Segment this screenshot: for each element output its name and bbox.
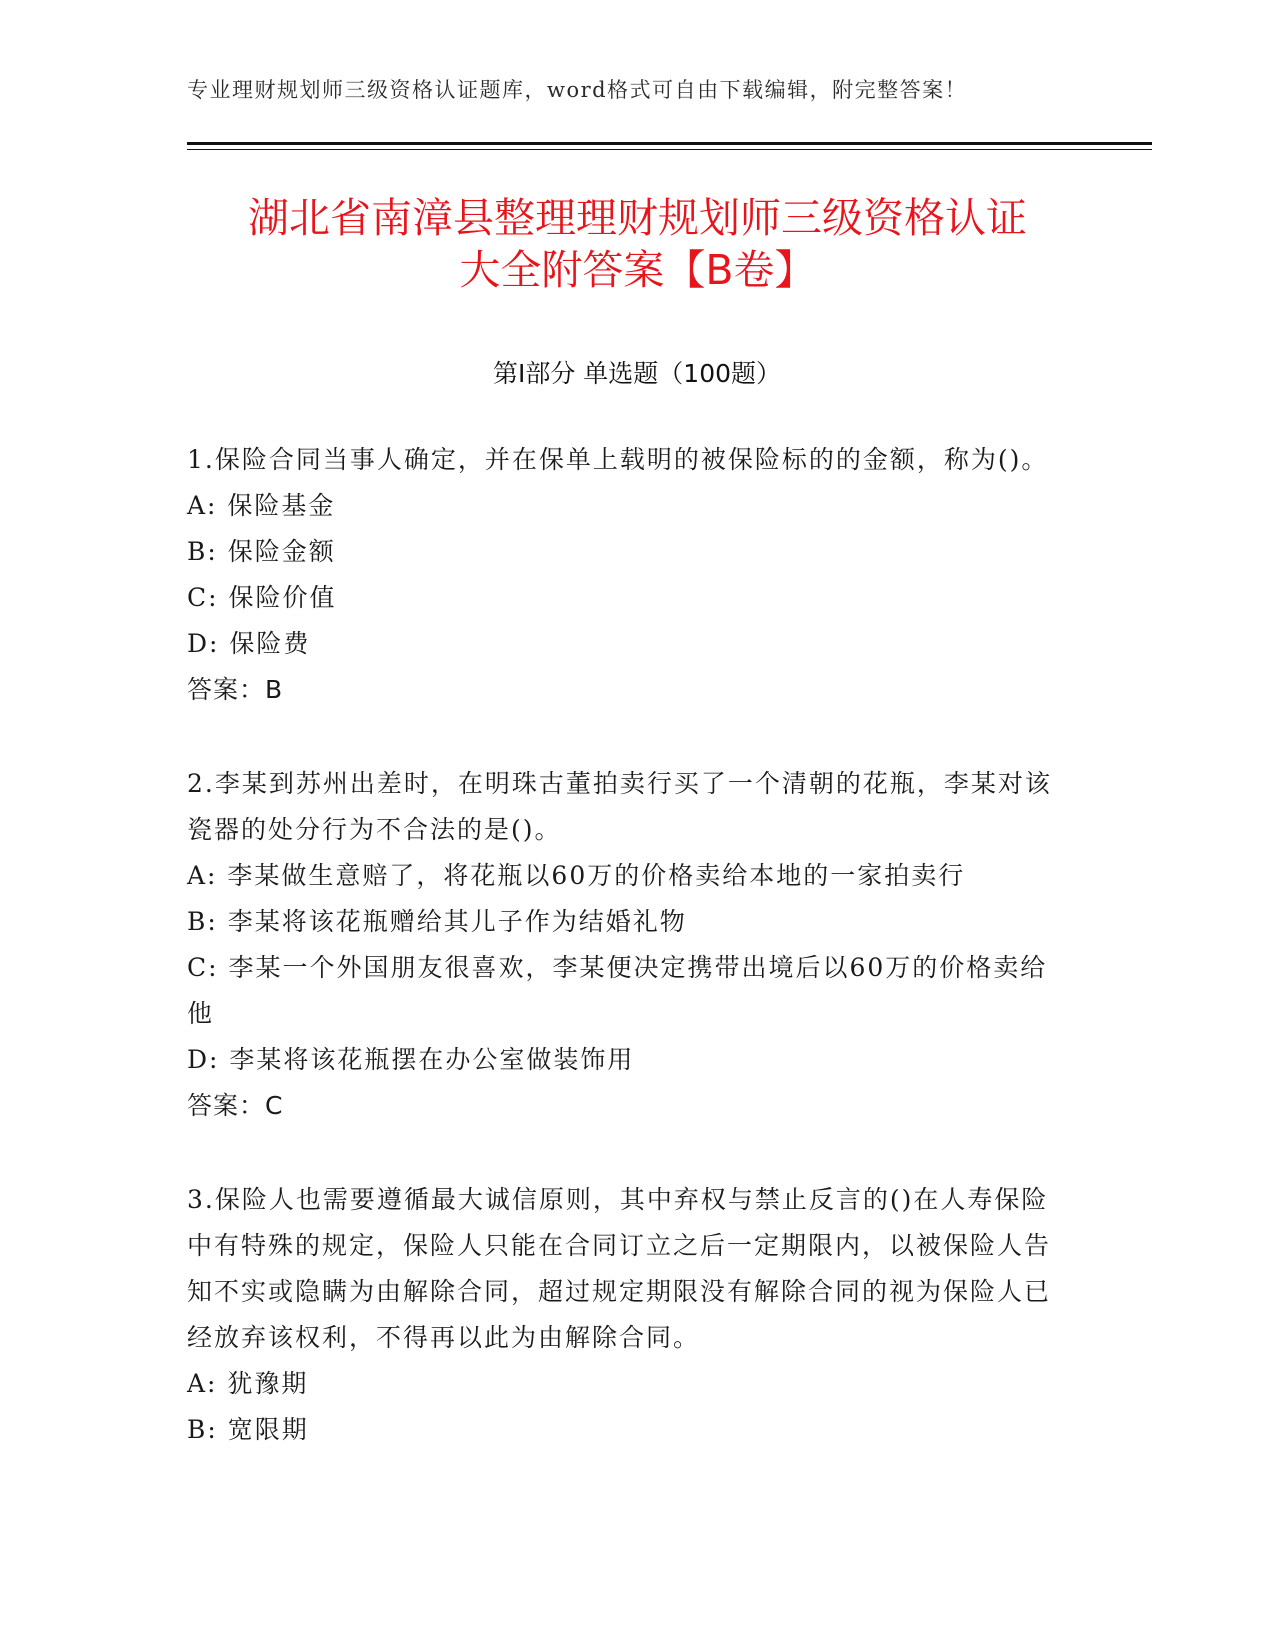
question-1-option-c: C: 保险价值 — [187, 583, 337, 612]
question-3-option-b: B: 宽限期 — [187, 1415, 309, 1444]
question-1-option-d: D: 保险费 — [187, 629, 311, 658]
document-title-line-2: 大全附答案【B卷】 — [459, 246, 816, 294]
document-title-line-1: 湖北省南漳县整理理财规划师三级资格认证 — [248, 194, 1027, 242]
document-title — [150, 192, 1125, 296]
question-list — [187, 437, 1057, 1501]
question-1 — [187, 437, 1057, 713]
question-2-text: 2.李某到苏州出差时，在明珠古董拍卖行买了一个清朝的花瓶，李某对该瓷器的处分行为不合法的是()。 — [187, 769, 1052, 844]
question-1-text: 1.保险合同当事人确定，并在保单上载明的被保险标的的金额，称为()。 — [187, 445, 1049, 474]
question-2-answer: 答案：C — [187, 1091, 284, 1120]
question-3-text: 3.保险人也需要遵循最大诚信原则，其中弃权与禁止反言的()在人寿保险中有特殊的规定，保险人只能在合同订立之后一定期限内，以被保险人告知不实或隐瞒为由解除合同，超过规定期限没有解除合同的视为保险人已经放弃该权利，不得再以此为由解除合同。 — [187, 1185, 1052, 1352]
question-2-option-a: A: 李某做生意赔了，将花瓶以60万的价格卖给本地的一家拍卖行 — [187, 861, 966, 890]
header-rule-thick — [187, 142, 1152, 145]
question-2-option-b: B: 李某将该花瓶赠给其儿子作为结婚礼物 — [187, 907, 687, 936]
header-note: 专业理财规划师三级资格认证题库，word格式可自由下载编辑，附完整答案！ — [187, 78, 968, 102]
question-1-option-b: B: 保险金额 — [187, 537, 336, 566]
question-1-answer: 答案：B — [187, 675, 284, 704]
section-title: 第Ⅰ部分 单选题（100题） — [492, 359, 782, 388]
question-3-option-a: A: 犹豫期 — [187, 1369, 309, 1398]
question-1-option-a: A: 保险基金 — [187, 491, 336, 520]
question-3 — [187, 1177, 1057, 1453]
question-2 — [187, 761, 1057, 1129]
header-rule-thin — [187, 149, 1152, 150]
question-2-option-d: D: 李某将该花瓶摆在办公室做装饰用 — [187, 1045, 635, 1074]
question-2-option-c: C: 李某一个外国朋友很喜欢，李某便决定携带出境后以60万的价格卖给他 — [187, 953, 1048, 1028]
